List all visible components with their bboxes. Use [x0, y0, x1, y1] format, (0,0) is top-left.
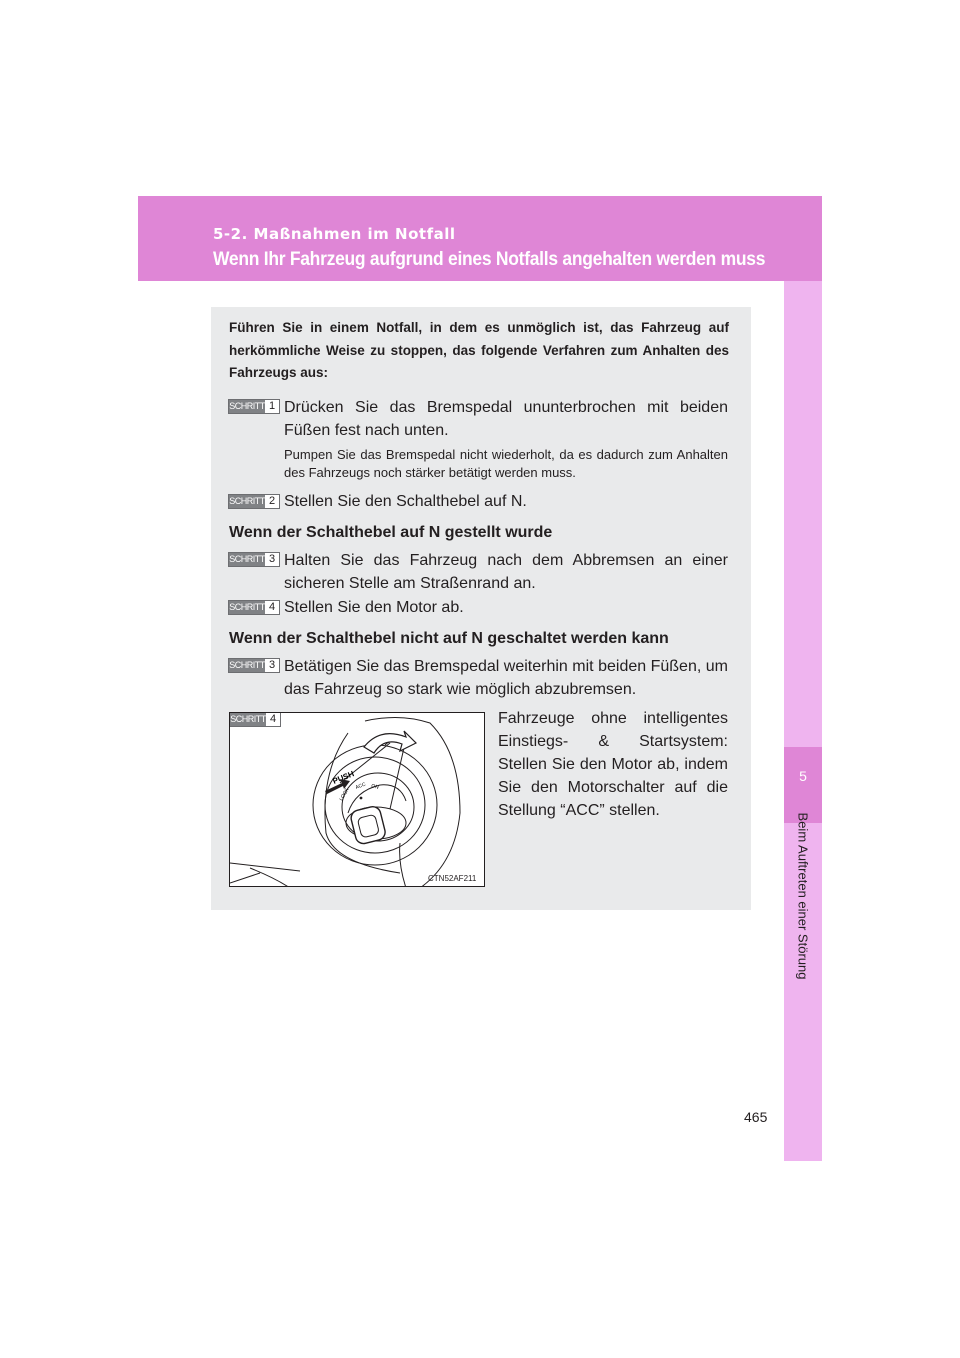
step-2-text: Stellen Sie den Schalthebel auf N.	[284, 493, 527, 510]
step-badge-3b	[228, 658, 280, 673]
step-3b-text: Betätigen Sie das Bremspedal weiterhin mit beiden Füßen, um das Fahrzeug so stark wie möglich abzubremsen.	[284, 658, 728, 698]
step-1-text: Drücken Sie das Bremspedal ununterbrochen mit beiden Füßen fest nach unten.	[284, 399, 728, 439]
page-title: Wenn Ihr Fahrzeug aufgrund eines Notfalls angehalten werden muss	[213, 249, 766, 270]
step-badge-word: SCHRITT	[229, 401, 265, 411]
key-head-icon	[349, 805, 386, 845]
ignition-switch-figure	[229, 712, 485, 887]
step-badge-number: 3	[268, 659, 276, 671]
step-badge-word: SCHRITT	[230, 714, 266, 724]
step-badge-number: 3	[268, 553, 276, 565]
step-3a-text: Halten Sie das Fahrzeug nach dem Abbremsen an einer sicheren Stelle am Straßenrand an.	[284, 552, 728, 592]
step-badge-number: 2	[268, 495, 276, 507]
rotate-arrow-icon	[364, 731, 416, 753]
step-badge-4a	[228, 600, 280, 615]
step-badge-2	[228, 494, 280, 509]
step-1-note: Pumpen Sie das Bremspedal nicht wiederholt, da es dadurch zum Anhalten des Fahrzeugs noch stärker betätigt werden muss.	[284, 447, 728, 480]
header-band	[138, 196, 822, 281]
ignition-switch-illustration	[230, 713, 485, 887]
section-label: 5-2. Maßnahmen im Notfall	[213, 225, 456, 243]
step-badge-word: SCHRITT	[229, 660, 265, 670]
figure-code: CTN52AF211	[428, 874, 477, 883]
step-4a-text: Stellen Sie den Motor ab.	[284, 599, 464, 616]
step-badge-4b	[229, 712, 281, 727]
chapter-side-tab	[784, 281, 822, 1161]
push-label: PUSH	[331, 769, 356, 786]
lock-label: LOCK	[338, 787, 351, 802]
content-box	[211, 307, 751, 910]
step-badge-3a	[228, 552, 280, 567]
step-4b-text: Fahrzeuge ohne intelligentes Einstiegs- & Startsystem: Stellen Sie den Motor ab, indem Sie den Motorschalter auf die Stellung “ACC” stellen.	[498, 710, 728, 819]
step-badge-word: SCHRITT	[229, 496, 265, 506]
subheading-shift-to-n: Wenn der Schalthebel auf N gestellt wurde	[229, 524, 553, 541]
chapter-number: 5	[799, 768, 807, 784]
step-badge-word: SCHRITT	[229, 602, 265, 612]
intro-text: Führen Sie in einem Notfall, in dem es unmöglich ist, das Fahrzeug auf herkömmliche Weise zu stoppen, das folgende Verfahren zum Anhalten des Fahrzeugs aus:	[229, 320, 729, 380]
step-badge-number: 1	[268, 400, 276, 412]
step-badge-1	[228, 399, 280, 414]
chapter-title: Beim Auftreten einer Störung	[795, 812, 811, 980]
step-badge-number: 4	[269, 713, 277, 725]
step-badge-number: 4	[268, 601, 276, 613]
step-badge-word: SCHRITT	[229, 554, 265, 564]
page-number: 465	[744, 1109, 768, 1125]
on-label: ON	[370, 783, 380, 791]
acc-label: ACC	[354, 781, 367, 791]
subheading-cannot-shift-to-n: Wenn der Schalthebel nicht auf N geschaltet werden kann	[229, 630, 669, 647]
